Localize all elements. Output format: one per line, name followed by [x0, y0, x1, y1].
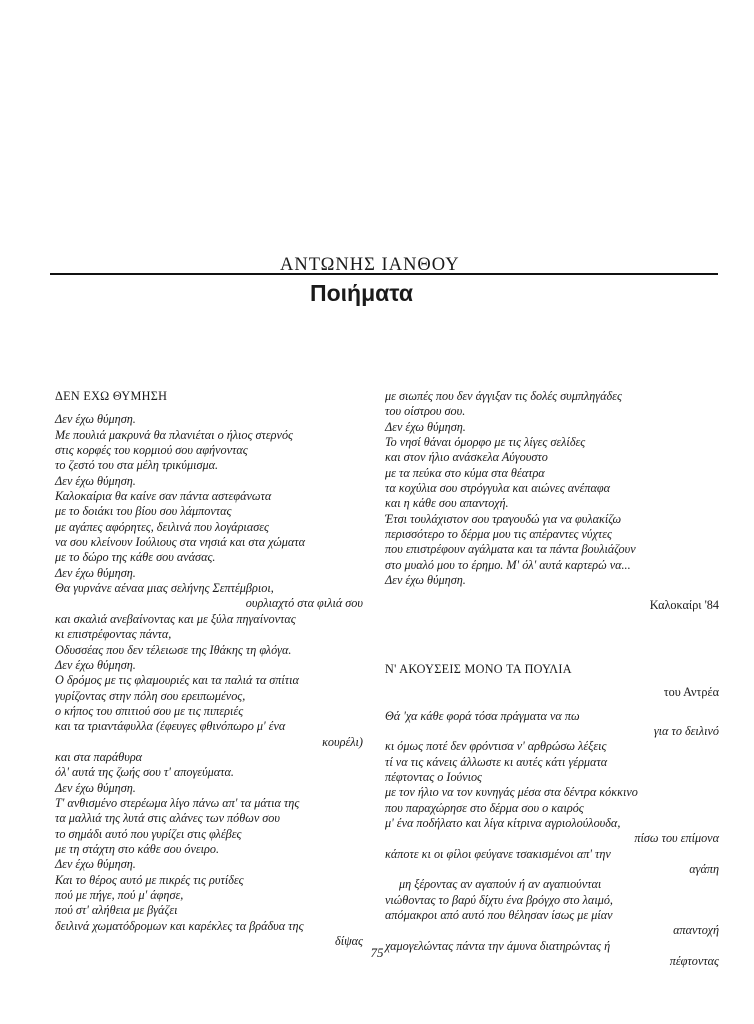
- poem-line: Και το θέρος αυτό με πικρές τις ρυτίδες: [55, 872, 244, 887]
- poem-line: Θά 'χα κάθε φορά τόσα πράγματα να πω: [385, 708, 580, 723]
- poem-line: και τα τριαντάφυλλα (έφευγες φθινόπωρο μ' ένα: [55, 719, 286, 734]
- poem-line: που παραχώρησε στο δέρμα σου ο καιρός: [385, 800, 584, 815]
- poem-heading: Ν' ΑΚΟΥΣΕΙΣ ΜΟΝΟ ΤΑ ΠΟΥΛΙΑ: [385, 661, 572, 676]
- poem-line: δειλινά χωματόδρομων και καρέκλες τα βράδυα της: [55, 918, 304, 933]
- poem-line: μη ξέροντας αν αγαπούν ή αν αγαπιούνται: [399, 877, 602, 892]
- poem-dedication: του Αντρέα: [663, 685, 719, 700]
- poem-line: και σκαλιά ανεβαίνοντας και με ξύλα πηγαίνοντας: [55, 611, 296, 626]
- left-column: [55, 389, 363, 949]
- poem-line: με το δώρο της κάθε σου ανάσας.: [55, 550, 216, 565]
- poem-line: κι επιστρέφοντας πάντα,: [55, 627, 172, 642]
- poem-line: πού στ' αλήθεια με βγάζει: [55, 903, 178, 918]
- poem-line: απαντοχή: [673, 923, 719, 938]
- poem-line: Με πουλιά μακρυνά θα πλανιέται ο ήλιος στερνός: [55, 427, 293, 442]
- poem-line: χαμογελώντας πάντα την άμυνα διατηρώντας ή: [385, 938, 611, 953]
- poem-line: όλ' αυτά της ζωής σου τ' απογεύματα.: [55, 765, 234, 780]
- poem-line: Θα γυρνάνε αέναα μιας σελήνης Σεπτέμβριοι,: [55, 581, 274, 596]
- header-rule: [50, 273, 718, 275]
- poem-line: κουρέλι): [322, 734, 363, 749]
- page-number: 75: [370, 945, 384, 960]
- poem-line: τα μαλλιά της λυτά στις αλάνες των πόθων σου: [55, 811, 280, 826]
- poem-line: Δεν έχω θύμηση.: [55, 565, 136, 580]
- poem-line: Οδυσσέας που δεν τέλειωσε της Ιθάκης τη φλόγα.: [55, 642, 292, 657]
- poem-line: και η κάθε σου απαντοχή.: [385, 496, 509, 511]
- poem-line: τα κοχύλια σου στρόγγυλα και αιώνες ανέπαφα: [385, 481, 610, 496]
- poem-line: με τον ήλιο να τον κυνηγάς μέσα στα δέντρα κόκκινο: [385, 785, 638, 800]
- poem-line: γυρίζοντας στην πόλη σου ερειπωμένος,: [55, 688, 246, 703]
- poem-line: στο μυαλό μου το έρημο. Μ' όλ' αυτά καρτερώ να...: [385, 557, 631, 572]
- author-name: ΑΝΤΩΝΗΣ ΙΑΝΘΟΥ: [280, 255, 460, 275]
- poem-line: το ζεστό του στα μέλη τρικύμισμα.: [55, 458, 219, 473]
- poem-line: Έτσι τουλάχιστον σου τραγουδώ για να φυλακίζω: [385, 511, 622, 526]
- poem-line: αγάπη: [689, 861, 719, 876]
- poem-line: νιώθοντας το βαρύ δίχτυ ένα βρόγχο στο λαιμό,: [385, 892, 613, 907]
- poem-line: κι όμως ποτέ δεν φρόντισα ν' αρθρώσω λέξεις: [385, 739, 607, 754]
- poem-line: Δεν έχω θύμηση.: [55, 412, 136, 427]
- poem-line: ο κήπος του σπιτιού σου με τις πιπεριές: [55, 703, 244, 718]
- poem-line: Δεν έχω θύμηση.: [55, 857, 136, 872]
- poem-line: και στα παράθυρα: [55, 749, 143, 764]
- poem-line: Δεν έχω θύμηση.: [385, 419, 466, 434]
- poem-line: Καλοκαίρια θα καίνε σαν πάντα αστεφάνωτα: [55, 489, 272, 504]
- poem-line: τί να τις κάνεις άλλωστε κι αυτές κάτι γέρματα: [385, 754, 608, 769]
- poem-line: ουρλιαχτό στα φιλιά σου: [245, 596, 363, 611]
- poem-line: πέφτοντας ο Ιούνιος: [385, 769, 482, 784]
- poem-line: δίψας: [335, 934, 363, 949]
- poem-line: στις κορφές του κορμιού σου αφήνοντας: [55, 443, 248, 458]
- poem-line: Δεν έχω θύμηση.: [55, 473, 136, 488]
- poem-line: Δεν έχω θύμηση.: [385, 573, 466, 588]
- poem-heading: ΔΕΝ ΕΧΩ ΘΥΜΗΣΗ: [55, 389, 168, 403]
- poem-line: με το δοιάκι του βίου σου λάμποντας: [55, 504, 232, 519]
- poem-line: πίσω του επίμονα: [634, 831, 719, 846]
- poem-line: πέφτοντας: [669, 954, 719, 968]
- right-column: [385, 389, 719, 969]
- poem-line: με αγάπες αφόρητες, δειλινά που λογάριασες: [55, 519, 269, 534]
- poem-signature: Καλοκαίρι '84: [649, 598, 719, 613]
- poem-line: του οίστρου σου.: [385, 404, 466, 419]
- poem-line: που επιστρέφουν αγάλματα και τα πάντα βουλιάζουν: [385, 542, 636, 557]
- poem-line: Το νησί θάναι όμορφο με τις λίγες σελίδες: [385, 435, 586, 450]
- poem-line: Δεν έχω θύμηση.: [55, 657, 136, 672]
- poem-line: κάποτε κι οι φίλοι φεύγανε τσακισμένοι απ' την: [385, 846, 611, 861]
- page-title: Ποιήματα: [310, 280, 414, 306]
- poem-line: πού με πήγε, πού μ' άφησε,: [55, 888, 184, 902]
- poem-line: περισσότερο το δέρμα μου τις απέραντες νύχτες: [385, 527, 612, 542]
- poem-line: και στον ήλιο ανάσκελα Αύγουστο: [385, 450, 548, 465]
- poem-line: μ' ένα ποδήλατο και λίγα κίτρινα αγριολούλουδα,: [385, 815, 621, 830]
- poem-line: Ο δρόμος με τις φλαμουριές και τα παλιά τα σπίτια: [55, 673, 299, 688]
- poem-line: με τα πεύκα στο κύμα στα θέατρα: [385, 465, 545, 480]
- poem-line: να σου κλείνουν Ιούλιους στα νησιά και στα χώματα: [55, 535, 306, 550]
- poem-line: απόμακροι από αυτό που θέλησαν ίσως με μίαν: [385, 907, 613, 922]
- poem-line: το σημάδι αυτό που γυρίζει στις φλέβες: [55, 826, 242, 841]
- poem-line: με τη στάχτη στο κάθε σου όνειρο.: [55, 841, 220, 856]
- poem-line: Τ' ανθισμένο στερέωμα λίγο πάνω απ' τα μάτια της: [55, 795, 300, 810]
- poem-line: Δεν έχω θύμηση.: [55, 780, 136, 795]
- poem-line: για το δειλινό: [653, 723, 719, 738]
- poem-line: με σιωπές που δεν άγγιξαν τις δολές συμπληγάδες: [385, 389, 622, 403]
